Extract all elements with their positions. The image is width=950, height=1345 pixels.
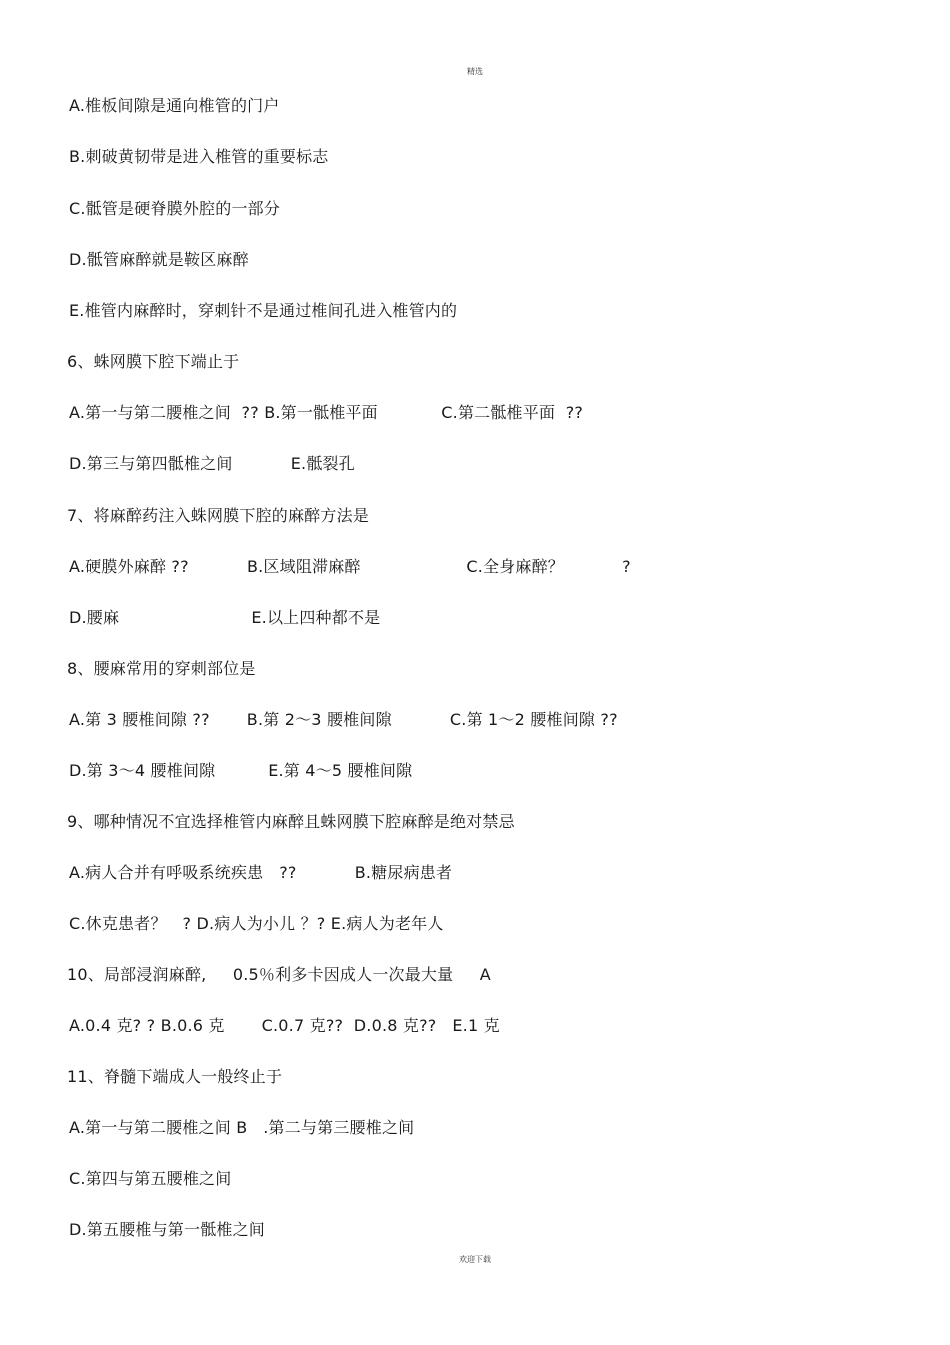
page-header-mark: 精选 bbox=[467, 67, 483, 76]
option-line: A.第 3 腰椎间隙 ?? B.第 2～3 腰椎间隙 C.第 1～2 腰椎间隙 ?? bbox=[69, 710, 618, 729]
option-line: C.骶管是硬脊膜外腔的一部分 bbox=[69, 199, 281, 218]
option-line: D.腰麻 E.以上四种都不是 bbox=[69, 608, 381, 627]
option-line: D.第三与第四骶椎之间 E.骶裂孔 bbox=[69, 454, 355, 473]
question-stem: 7、将麻醉药注入蛛网膜下腔的麻醉方法是 bbox=[67, 506, 369, 525]
page-footer-mark: 欢迎下载 bbox=[459, 1255, 491, 1264]
option-line: C.第四与第五腰椎之间 bbox=[69, 1169, 232, 1188]
option-line: E.椎管内麻醉时，穿刺针不是通过椎间孔进入椎管内的 bbox=[69, 301, 458, 320]
question-stem: 8、腰麻常用的穿刺部位是 bbox=[67, 659, 256, 678]
option-line: A.硬膜外麻醉 ?? B.区域阻滞麻醉 C.全身麻醉？ ? bbox=[69, 557, 631, 576]
option-line: B.刺破黄韧带是进入椎管的重要标志 bbox=[69, 147, 329, 166]
option-line: A.病人合并有呼吸系统疾患 ?? B.糖尿病患者 bbox=[69, 863, 453, 882]
question-stem: 6、蛛网膜下腔下端止于 bbox=[67, 352, 240, 371]
option-line: A.第一与第二腰椎之间 ?? B.第一骶椎平面 C.第二骶椎平面 ?? bbox=[69, 403, 584, 422]
option-line: D.第五腰椎与第一骶椎之间 bbox=[69, 1220, 266, 1239]
question-stem: 10、局部浸润麻醉, 0.5％利多卡因成人一次最大量 A bbox=[67, 965, 491, 984]
option-line: A.第一与第二腰椎之间 B .第二与第三腰椎之间 bbox=[69, 1118, 415, 1137]
option-line: C.休克患者？ ? D.病人为小儿 ？? E.病人为老年人 bbox=[69, 914, 444, 933]
option-line: A.0.4 克? ? B.0.6 克 C.0.7 克?? D.0.8 克?? E.1 克 bbox=[69, 1016, 500, 1035]
option-line: A.椎板间隙是通向椎管的门户 bbox=[69, 96, 280, 115]
question-stem: 11、脊髓下端成人一般终止于 bbox=[67, 1067, 283, 1086]
option-line: D.骶管麻醉就是鞍区麻醉 bbox=[69, 250, 249, 269]
question-stem: 9、哪种情况不宜选择椎管内麻醉且蛛网膜下腔麻醉是绝对禁忌 bbox=[67, 812, 515, 831]
option-line: D.第 3～4 腰椎间隙 E.第 4～5 腰椎间隙 bbox=[69, 761, 413, 780]
